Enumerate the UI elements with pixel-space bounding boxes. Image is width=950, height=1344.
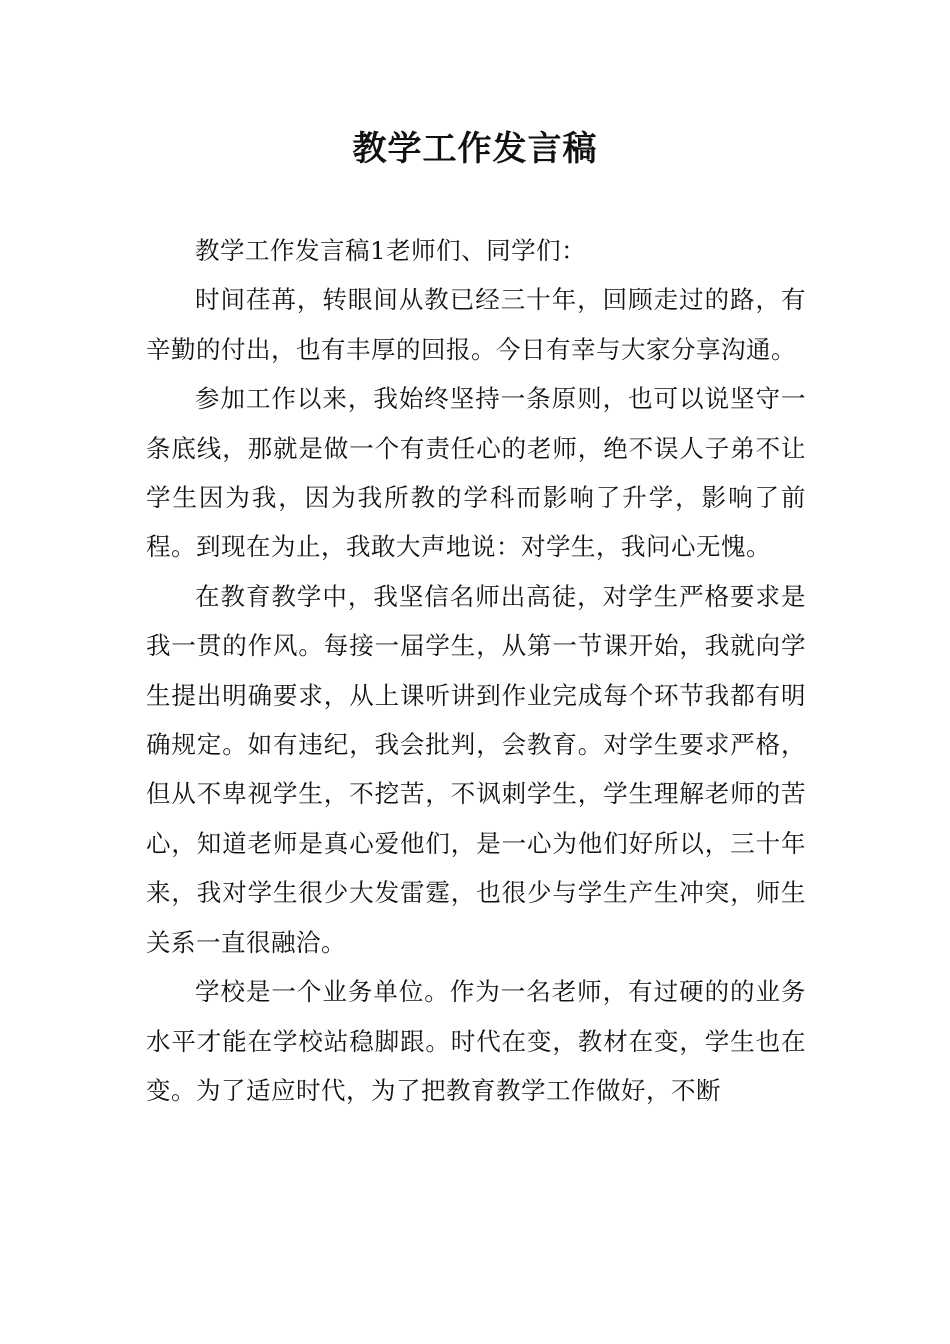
paragraph-principle: 参加工作以来，我始终坚持一条原则，也可以说坚守一条底线，那就是做一个有责任心的老师，绝不误人子弟不让学生因为我，因为我所教的学科而影响了升学，影响了前程。到现在为止，我敢大声地说：对学生，我问心无愧。 (146, 384, 806, 562)
paragraph-intro: 时间荏苒，转眼间从教已经三十年，回顾走过的路，有辛勤的付出，也有丰厚的回报。今日有幸与大家分享沟通。 (146, 285, 806, 364)
document-title: 教学工作发言稿 (352, 129, 598, 169)
paragraph-professional-skill: 学校是一个业务单位。作为一名老师，有过硬的的业务水平才能在学校站稳脚跟。时代在变，教材在变，学生也在变。为了适应时代，为了把教育教学工作做好，不断 (146, 977, 806, 1105)
document-body (146, 226, 806, 1115)
paragraph-greeting: 教学工作发言稿1老师们、同学们： (195, 236, 587, 265)
paragraph-strict-requirements: 在教育教学中，我坚信名师出高徒，对学生严格要求是我一贯的作风。每接一届学生，从第一节课开始，我就向学生提出明确要求，从上课听讲到作业完成每个环节我都有明确规定。如有违纪，我会批判，会教育。对学生要求严格，但从不卑视学生，不挖苦，不讽刺学生，学生理解老师的苦心，知道老师是真心爱他们，是一心为他们好所以，三十年来，我对学生很少大发雷霆，也很少与学生产生冲突，师生关系一直很融洽。 (146, 581, 806, 957)
